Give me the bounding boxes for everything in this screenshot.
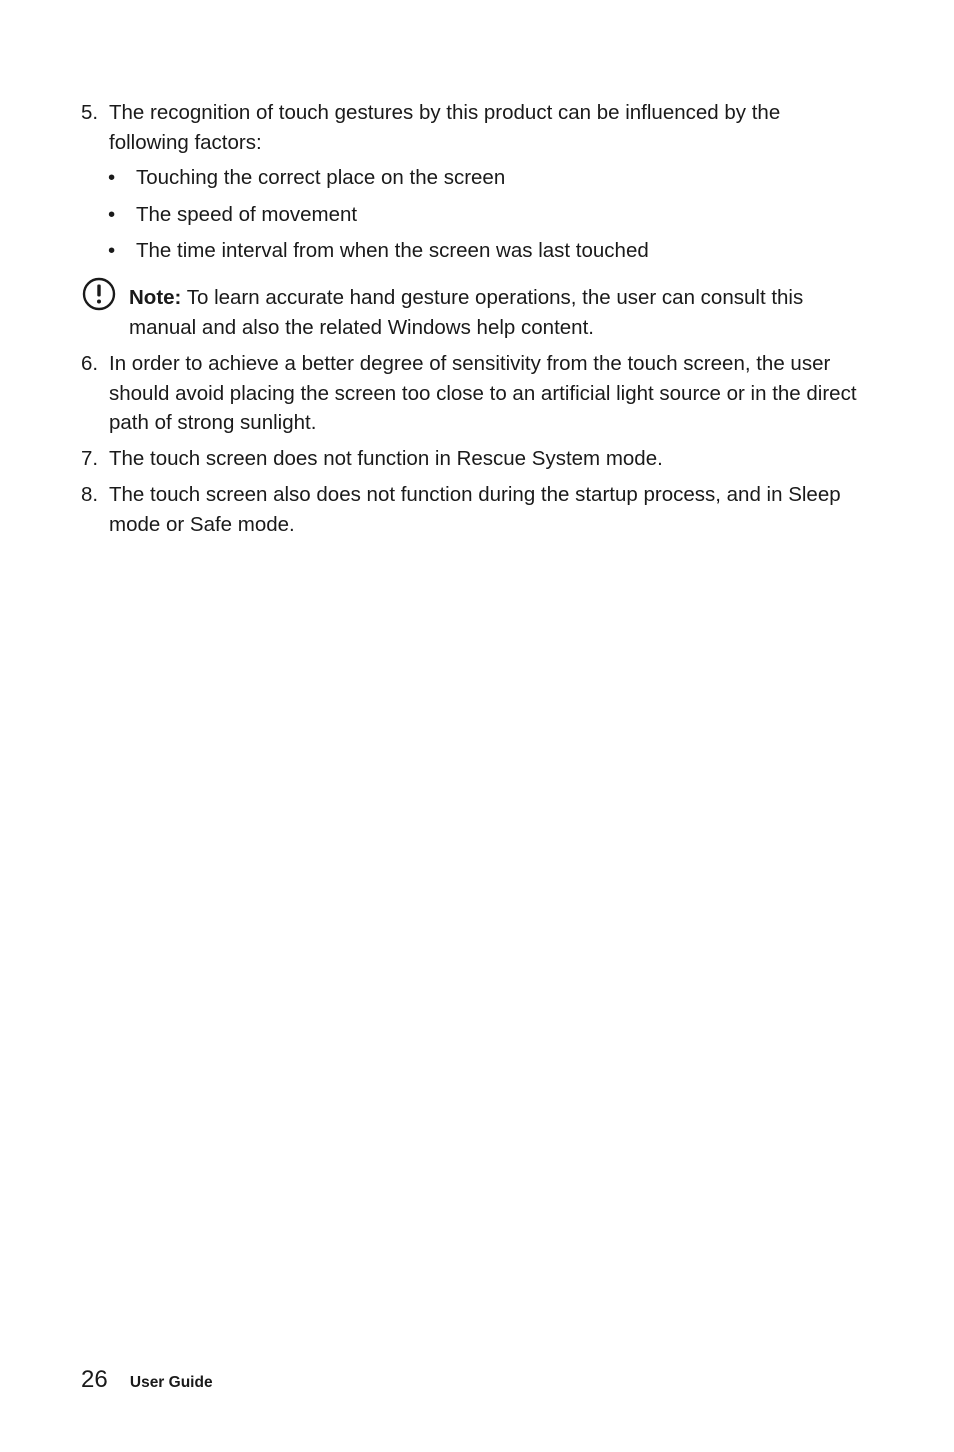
list-item-text: The touch screen does not function in Rescue System mode. xyxy=(109,447,663,470)
bullet-text: Touching the correct place on the screen xyxy=(136,166,506,189)
list-item-text: In order to achieve a better degree of sensitivity from the touch screen, the user should avoid placing the screen too close to an artificial light source or in the direct path of strong sunlight. xyxy=(109,352,857,434)
bullet-item xyxy=(108,200,848,230)
note-label: Note: xyxy=(129,286,182,309)
bullet-text: The time interval from when the screen was last touched xyxy=(136,239,649,262)
page-number: 26 xyxy=(81,1366,108,1393)
list-item-7 xyxy=(81,444,861,474)
bullet-marker: • xyxy=(108,239,116,262)
list-item-6 xyxy=(81,349,861,438)
page-footer xyxy=(81,1366,213,1394)
list-item-8 xyxy=(81,480,861,539)
list-item-number: 6. xyxy=(81,352,99,375)
list-item-5 xyxy=(81,98,861,157)
footer-title: User Guide xyxy=(129,1374,213,1391)
list-item-number: 5. xyxy=(81,101,99,124)
bullet-item xyxy=(108,236,848,266)
note-text: To learn accurate hand gesture operations, the user can consult this manual and also the related Windows help content. xyxy=(129,286,804,339)
list-item-number: 7. xyxy=(81,447,99,470)
list-item-number: 8. xyxy=(81,483,99,506)
bullet-marker: • xyxy=(108,166,116,189)
exclamation-circle-icon xyxy=(82,277,116,311)
bullet-item xyxy=(108,163,848,193)
note-block xyxy=(82,283,862,342)
list-item-text: The recognition of touch gestures by this product can be influenced by the following factors: xyxy=(109,101,781,154)
note-body xyxy=(129,283,862,342)
bullet-text: The speed of movement xyxy=(136,203,358,226)
bullet-marker: • xyxy=(108,203,116,226)
list-item-text: The touch screen also does not function during the startup process, and in Sleep mode or Safe mode. xyxy=(109,483,841,536)
